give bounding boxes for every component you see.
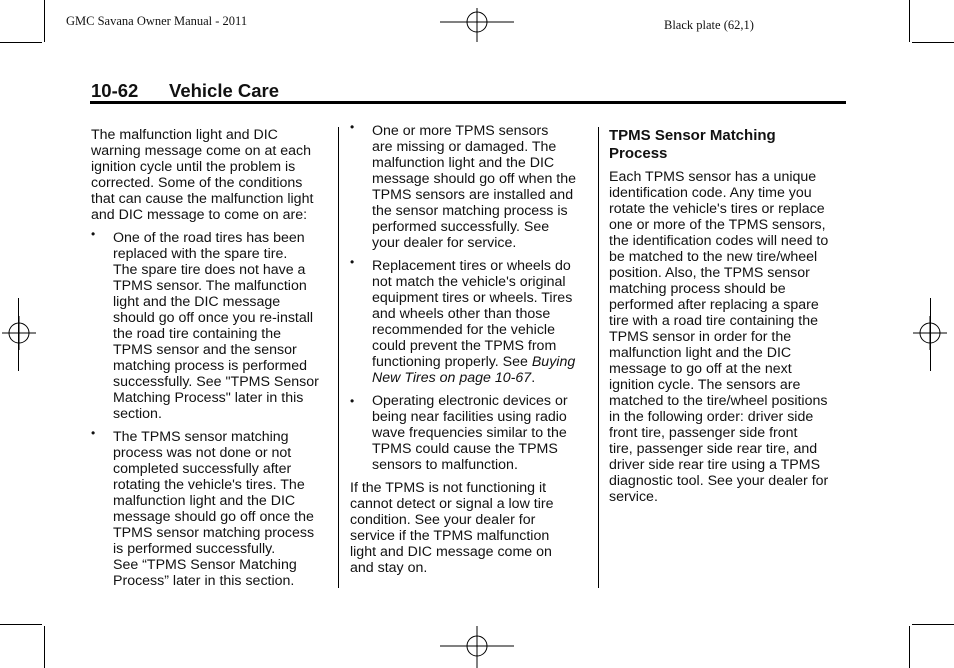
- list-item: [350, 393, 590, 473]
- text-line: corrected. Some of the conditions: [91, 175, 303, 191]
- text-line: Matching Process" later in this: [113, 390, 304, 406]
- text-line: The malfunction light and DIC: [91, 127, 278, 143]
- subsection-heading: [609, 127, 845, 163]
- text-line: being near facilities using radio: [372, 409, 567, 425]
- text-line: replaced with the spare tire.: [113, 246, 288, 262]
- text-line: your dealer for service.: [372, 235, 517, 251]
- text-line: be matched to the new tire/wheel: [609, 249, 818, 265]
- text-line: performed after replacing a spare: [609, 297, 819, 313]
- text-line: TPMS sensor. The malfunction: [113, 278, 307, 294]
- section-heading: [91, 80, 279, 102]
- text-line: and stay on.: [350, 560, 428, 576]
- registration-mark-top: [440, 8, 514, 42]
- text-line: TPMS sensor and the sensor: [113, 342, 297, 358]
- text-line: that can cause the malfunction light: [91, 191, 314, 207]
- text-line: service.: [609, 489, 658, 505]
- text-line: malfunction light and the DIC: [609, 345, 792, 361]
- registration-mark-bottom: [440, 626, 514, 668]
- text-line: matching process is performed: [113, 358, 307, 374]
- text-line: .: [531, 370, 536, 386]
- text-line: One of the road tires has been: [113, 230, 305, 246]
- section-title: Vehicle Care: [169, 80, 280, 101]
- bullet-icon: •: [91, 227, 96, 241]
- text-line: Replacement tires or wheels do: [372, 258, 571, 274]
- bullet-icon: •: [350, 120, 355, 134]
- text-line: message should go off once the: [113, 509, 314, 525]
- heading-rule: [90, 101, 846, 104]
- text-line: rotating the vehicle's tires. The: [113, 477, 305, 493]
- text-line: matching process should be: [609, 281, 786, 297]
- crop-mark-top-left-v: [44, 0, 45, 42]
- text-line: The TPMS sensor matching: [113, 429, 289, 445]
- text-line: If the TPMS is not functioning it: [350, 480, 547, 496]
- text-line: condition. See your dealer for: [350, 512, 536, 528]
- manual-title: GMC Savana Owner Manual - 2011: [66, 14, 248, 28]
- text-line: light and DIC message come on: [350, 544, 552, 560]
- crop-mark-bottom-right-v: [909, 626, 910, 668]
- text-line: message to go off at the next: [609, 361, 792, 377]
- text-line: warning message come on at each: [91, 143, 312, 159]
- text-line: The spare tire does not have a: [113, 262, 306, 278]
- crop-mark-bottom-right-h: [912, 624, 954, 625]
- registration-mark-right: [913, 316, 947, 350]
- paragraph: [350, 480, 590, 576]
- text-line: position. Also, the TPMS sensor: [609, 265, 810, 281]
- heading-line: Process: [609, 145, 668, 162]
- text-line: diagnostic tool. See your dealer for: [609, 473, 829, 489]
- text-line: Process” later in this section.: [113, 573, 295, 589]
- crop-mark-top-right-v: [909, 0, 910, 42]
- crop-mark-top-left-h: [0, 42, 42, 43]
- list-item: [91, 426, 331, 589]
- text-line: the sensor matching process is: [372, 203, 568, 219]
- registration-mark-left: [2, 316, 36, 350]
- text-line: performed successfully. See: [372, 219, 550, 235]
- text-line: sensors to malfunction.: [372, 457, 518, 473]
- text-line: one or more of the TPMS sensors,: [609, 217, 826, 233]
- column-divider-1: [338, 127, 339, 588]
- crop-mark-top-right-h: [912, 42, 954, 43]
- text-line: identification code. Any time you: [609, 185, 812, 201]
- text-line: ignition cycle until the problem is: [91, 159, 296, 175]
- text-line: successfully. See "TPMS Sensor: [113, 374, 319, 390]
- text-line: cannot detect or signal a low tire: [350, 496, 554, 512]
- text-line: equipment tires or wheels. Tires: [372, 290, 573, 306]
- text-line: in the following order: driver side: [609, 409, 814, 425]
- text-line: are missing or damaged. The: [372, 139, 557, 155]
- text-line: TPMS sensor matching process: [113, 525, 315, 541]
- text-line: service if the TPMS malfunction: [350, 528, 550, 544]
- page-number: 10-62: [91, 80, 139, 101]
- text-line: One or more TPMS sensors: [372, 123, 549, 139]
- text-line: Operating electronic devices or: [372, 393, 568, 409]
- text-line: TPMS sensor in order for the: [609, 329, 792, 345]
- text-line: the identification codes will need to: [609, 233, 829, 249]
- crop-mark-bottom-left-h: [0, 624, 42, 625]
- text-line: TPMS sensors are installed and: [372, 187, 574, 203]
- text-line: completed successfully after: [113, 461, 292, 477]
- column-2: [350, 120, 590, 576]
- plate-label: Black plate (62,1): [664, 18, 754, 32]
- text-line: section.: [113, 406, 162, 422]
- list-item: [350, 255, 590, 386]
- list-item: [350, 120, 590, 251]
- text-line: functioning properly. See: [372, 354, 532, 370]
- text-line: should go off once you re-install: [113, 310, 314, 326]
- text-line: tire with a road tire containing the: [609, 313, 818, 329]
- text-line: and DIC message to come on are:: [91, 207, 308, 223]
- column-3: [609, 127, 845, 505]
- bullet-icon: •: [91, 426, 96, 440]
- text-line: light and the DIC message: [113, 294, 281, 310]
- text-line: could prevent the TPMS from: [372, 338, 557, 354]
- text-line: and wheels other than those: [372, 306, 551, 322]
- column-divider-2: [598, 127, 599, 588]
- text-line: malfunction light and the DIC: [113, 493, 296, 509]
- text-line: TPMS could cause the TPMS: [372, 441, 558, 457]
- text-line: rotate the vehicle's tires or replace: [609, 201, 825, 217]
- bullet-icon: •: [350, 394, 355, 408]
- text-line: is performed successfully.: [113, 541, 276, 557]
- paragraph: [609, 169, 845, 505]
- text-line: malfunction light and the DIC: [372, 155, 555, 171]
- heading-line: TPMS Sensor Matching: [609, 127, 776, 144]
- text-line: not match the vehicle's original: [372, 274, 566, 290]
- text-line: driver side rear tire using a TPMS: [609, 457, 821, 473]
- crop-mark-bottom-left-v: [44, 626, 45, 668]
- bullet-icon: •: [350, 255, 355, 269]
- text-line: recommended for the vehicle: [372, 322, 555, 338]
- text-line: the road tire containing the: [113, 326, 281, 342]
- text-line: Each TPMS sensor has a unique: [609, 169, 817, 185]
- cross-reference-link[interactable]: New Tires on page 10-67: [372, 370, 532, 386]
- column-1: [91, 127, 331, 589]
- text-line: See “TPMS Sensor Matching: [113, 557, 297, 573]
- text-line: front tire, passenger side front: [609, 425, 798, 441]
- intro-paragraph: [91, 127, 331, 223]
- list-item: [91, 227, 331, 422]
- text-line: process was not done or not: [113, 445, 292, 461]
- text-line: message should go off when the: [372, 171, 577, 187]
- text-line: matched to the tire/wheel positions: [609, 393, 828, 409]
- cross-reference-link[interactable]: Buying: [531, 354, 576, 370]
- text-line: tire, passenger side rear tire, and: [609, 441, 818, 457]
- text-line: ignition cycle. The sensors are: [609, 377, 801, 393]
- text-line: wave frequencies similar to the: [372, 425, 567, 441]
